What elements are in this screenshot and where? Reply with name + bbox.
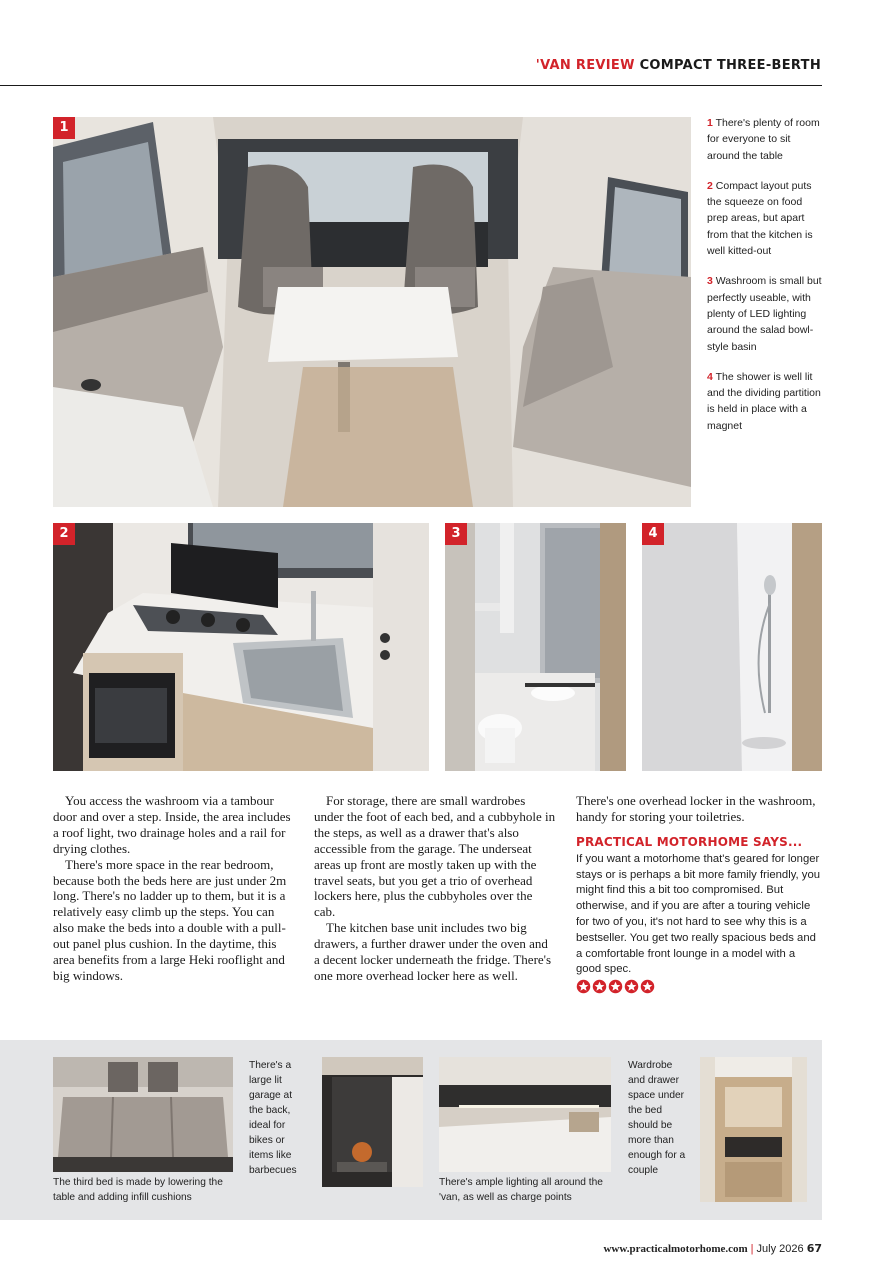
footer-url: www.practicalmotorhome.com (603, 1243, 748, 1255)
photo-number-badge: 4 (642, 523, 664, 545)
photo-garage (322, 1057, 423, 1187)
star-icon (640, 979, 655, 994)
caption-number: 4 (707, 370, 713, 383)
caption-1 (707, 115, 822, 164)
washroom-image (445, 523, 626, 771)
photo-wardrobe (700, 1057, 807, 1202)
header-divider (0, 85, 822, 86)
caption-3 (707, 273, 822, 354)
photo-lounge (53, 117, 691, 507)
caption-number: 2 (707, 179, 713, 192)
caption-text: Washroom is small but perfectly useable, with plenty of LED lighting around the salad bowl-style basin (707, 275, 822, 353)
page-footer (603, 1242, 822, 1255)
caption-lighting: There's ample lighting all around the 'van, as well as charge points (439, 1177, 603, 1203)
photo-shower (642, 523, 822, 771)
body-column-1 (53, 793, 293, 984)
photo-washroom (445, 523, 626, 771)
star-icon (624, 979, 639, 994)
photo-number-badge: 2 (53, 523, 75, 545)
garage-image (322, 1057, 423, 1187)
body-paragraph: You access the washroom via a tambour door and over a step. Inside, the area includes a roof light, two drainage holes and a rail for drying clothes. (53, 793, 291, 856)
star-icon (592, 979, 607, 994)
footer-separator: | (750, 1243, 754, 1255)
photo-number-badge: 1 (53, 117, 75, 139)
caption-garage: There's a large lit garage at the back, ideal for bikes or items like barbecues (249, 1060, 297, 1176)
caption-2 (707, 178, 822, 259)
kitchen-image (53, 523, 429, 771)
caption-third-bed: The third bed is made by lowering the table and adding infill cushions (53, 1177, 223, 1203)
shower-image (642, 523, 822, 771)
star-icon (576, 979, 591, 994)
footer-issue: July 2026 (756, 1243, 804, 1255)
page-number: 67 (806, 1242, 822, 1255)
caption-4 (707, 369, 822, 434)
caption-text: There's plenty of room for everyone to sit around the table (707, 117, 820, 162)
star-icon (608, 979, 623, 994)
header-kicker: 'VAN REVIEW (535, 58, 635, 73)
photo-kitchen (53, 523, 429, 771)
photo-third-bed (53, 1057, 233, 1172)
body-paragraph: For storage, there are small wardrobes under the foot of each bed, and a cubbyhole in the steps, as well as a drawer that's also accessible from the garage. The underseat areas up front are mostly taken up with the travel seats, but you get a trio of overhead lockers here, plus the cubbyholes over the cab. (314, 793, 556, 920)
caption-text: The shower is well lit and the dividing partition is held in place with a magnet (707, 370, 821, 432)
verdict-text: If you want a motorhome that's geared for longer stays or is perhaps a bit more family friendly, you might find this a bit too compromised. But otherwise, and if you are after a touring vehicle for two of you, it's not hard to see why this is a bestseller. You get two really spacious beds and a comfortable front lounge in a model with a good spec. (576, 852, 821, 976)
lounge-image (53, 117, 691, 507)
section-header (536, 58, 821, 73)
body-column-2 (314, 793, 556, 984)
caption-text: Compact layout puts the squeeze on food prep areas, but apart from that the kitchen is well kitted-out (707, 179, 813, 258)
wardrobe-image (700, 1057, 807, 1202)
body-paragraph: The kitchen base unit includes two big drawers, a further drawer under the oven and a decent locker underneath the fridge. There's one more overhead locker here as well. (314, 920, 552, 983)
header-title: COMPACT THREE-BERTH (639, 58, 821, 73)
lighting-image (439, 1057, 611, 1172)
body-paragraph: There's one overhead locker in the washroom, handy for storing your toiletries. (576, 793, 816, 824)
body-paragraph: There's more space in the rear bedroom, because both the beds here are just under 2m long. There's no ladder up to them, but it is a relatively easy climb up the steps. You can also make the beds into a double with a pull-out panel plus cushion. In the daytime, this area benefits from a large Heki rooflight and big windows. (53, 856, 287, 983)
caption-number: 3 (707, 275, 713, 288)
caption-number: 1 (707, 117, 713, 129)
photo-captions (707, 115, 822, 448)
caption-wardrobe: Wardrobe and drawer space under the bed should be more than enough for a couple (628, 1060, 686, 1176)
third-bed-image (53, 1057, 233, 1172)
star-rating (576, 979, 822, 994)
photo-number-badge: 3 (445, 523, 467, 545)
body-column-3 (576, 793, 822, 994)
verdict-title: PRACTICAL MOTORHOME SAYS... (576, 834, 803, 849)
photo-lighting (439, 1057, 611, 1172)
